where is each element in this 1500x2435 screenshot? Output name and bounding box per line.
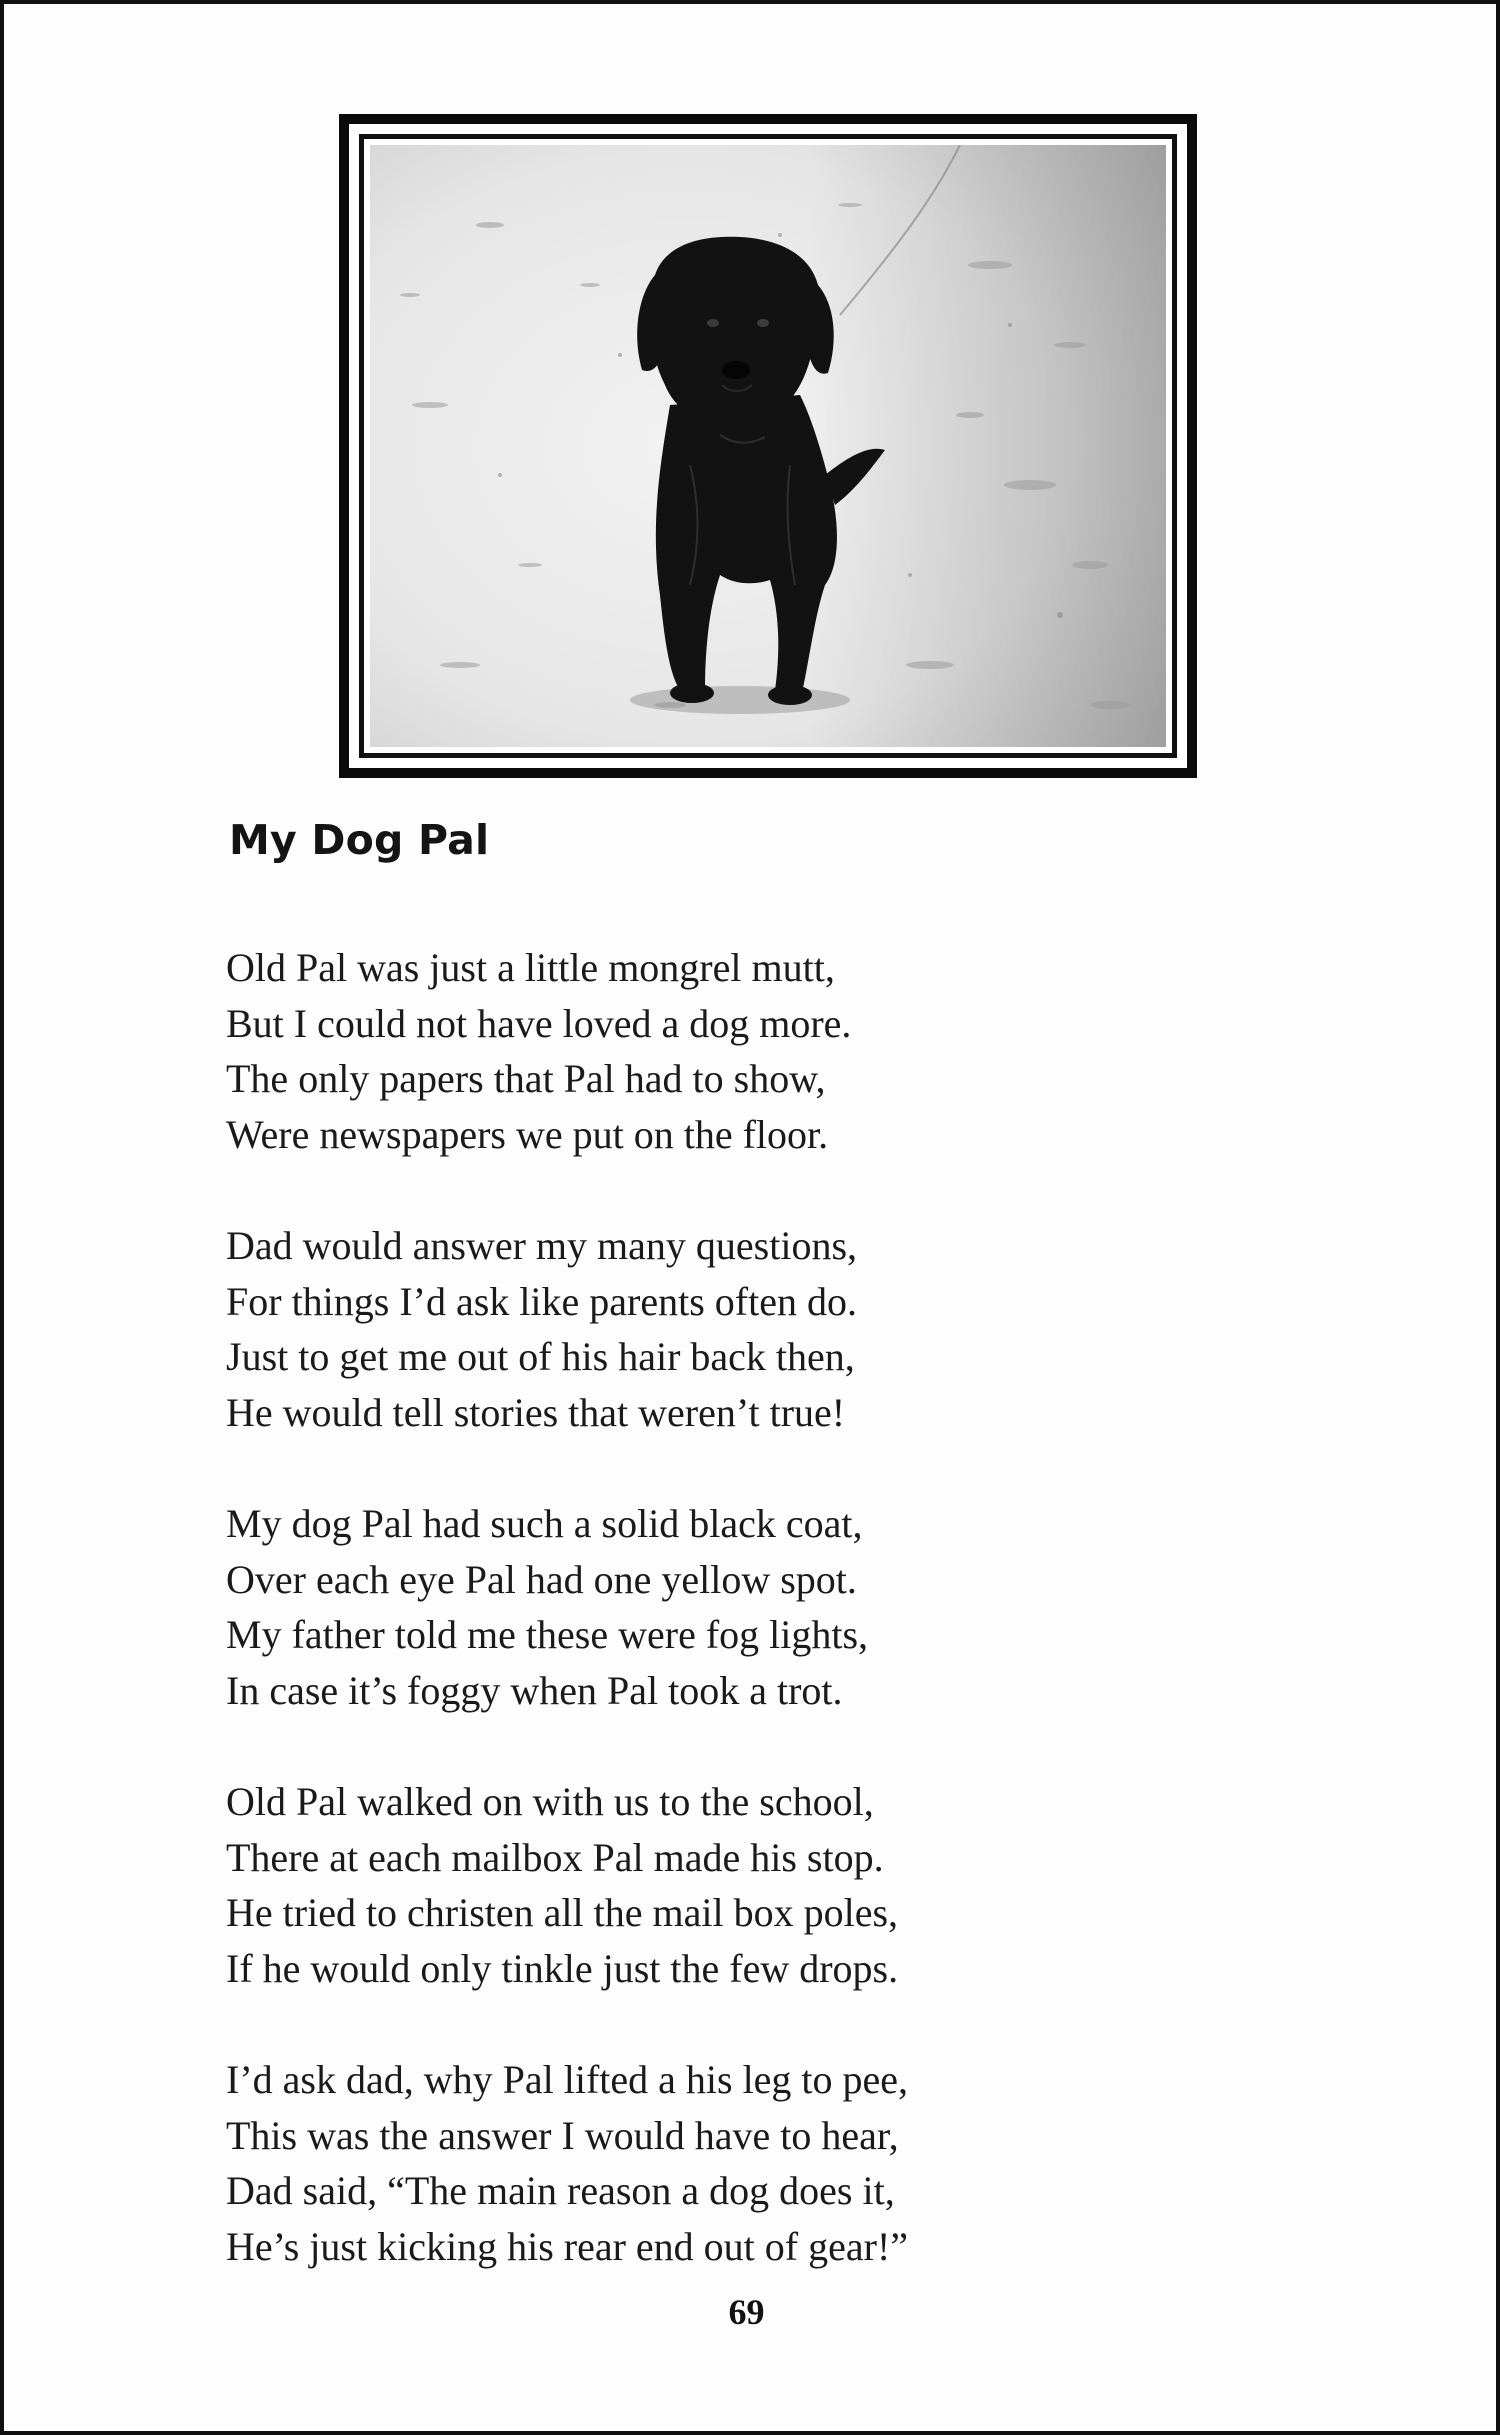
poem-line: My father told me these were fog lights, (226, 1612, 869, 1657)
stanza-5 (226, 2052, 1326, 2274)
photo-frame-gap (349, 124, 1187, 768)
black-dog-photo (370, 145, 1166, 747)
stanza-2 (226, 1218, 1326, 1440)
poem-body (226, 940, 1326, 2330)
poem-line: Dad would answer my many questions, (226, 1223, 858, 1268)
poem-line: There at each mailbox Pal made his stop. (226, 1834, 884, 1880)
stanza-3 (226, 1496, 1326, 1718)
photo-frame-inner (359, 134, 1177, 758)
poem-line: Were newspapers we put on the floor. (226, 1111, 829, 1157)
poem-line: For things I’d ask like parents often do. (226, 1278, 857, 1324)
stanza-1 (226, 940, 1326, 1162)
poem-line: Over each eye Pal had one yellow spot. (226, 1556, 857, 1602)
poem-line: He would tell stories that weren’t true! (226, 1389, 846, 1435)
poem-line: Just to get me out of his hair back then, (226, 1334, 855, 1379)
poem-line: If he would only tinkle just the few drops. (226, 1945, 899, 1991)
poem-line: My dog Pal had such a solid black coat, (226, 1501, 863, 1546)
photo-frame (339, 114, 1197, 778)
poem-line: He’s just kicking his rear end out of gear!” (226, 2223, 909, 2269)
poem-line: Dad said, “The main reason a dog does it, (226, 2168, 895, 2213)
poem-line: I’d ask dad, why Pal lifted a his leg to pee, (226, 2057, 909, 2102)
poem-title: My Dog Pal (229, 816, 490, 864)
poem-line: Old Pal was just a little mongrel mutt, (226, 945, 835, 990)
poem-line: This was the answer I would have to hear, (226, 2112, 899, 2158)
poem-line: He tried to christen all the mail box poles, (226, 1890, 899, 1935)
poem-line: Old Pal walked on with us to the school, (226, 1779, 874, 1824)
poem-line: In case it’s foggy when Pal took a trot. (226, 1667, 843, 1713)
page-number: 69 (728, 2292, 765, 2332)
stanza-4 (226, 1774, 1326, 1996)
poem-line: The only papers that Pal had to show, (226, 1056, 826, 1101)
poem-line: But I could not have loved a dog more. (226, 1000, 852, 1046)
